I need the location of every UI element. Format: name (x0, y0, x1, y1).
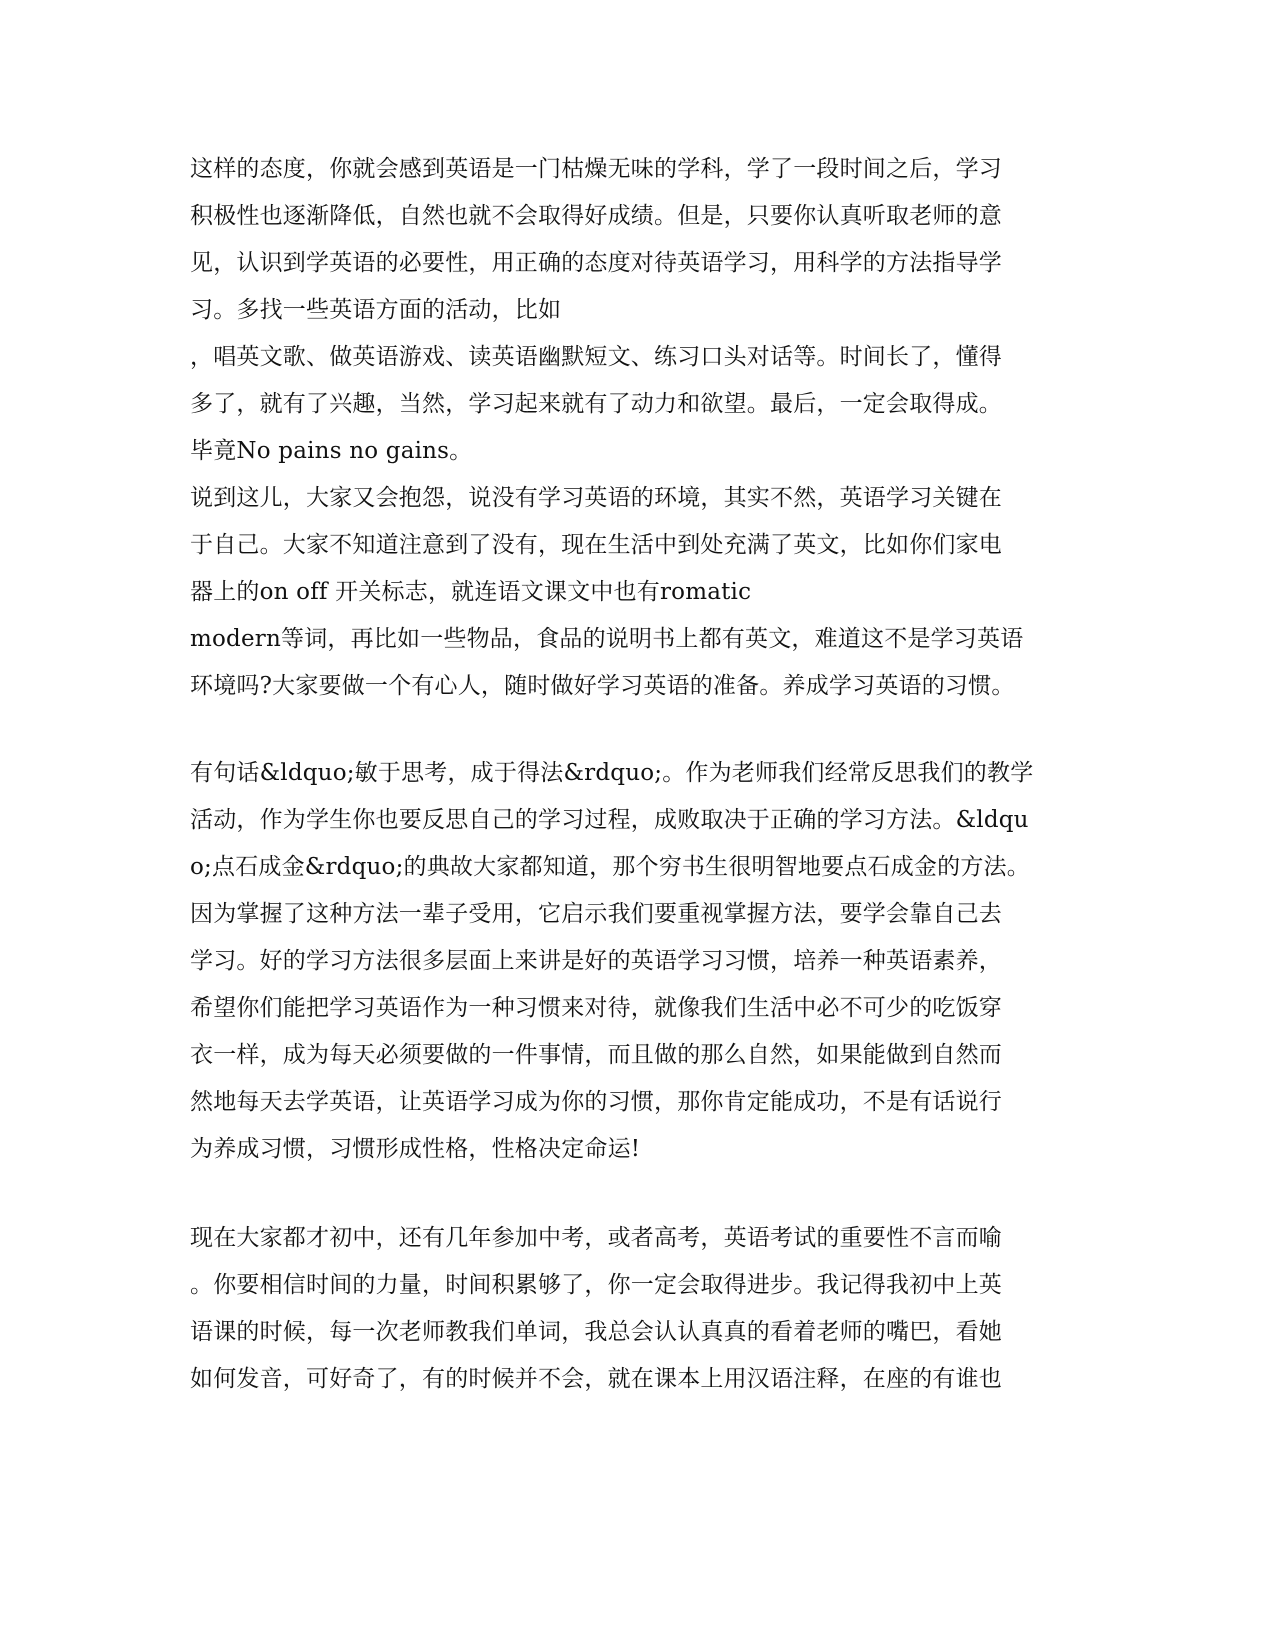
text-line: 希望你们能把学习英语作为一种习惯来对待，就像我们生活中必不可少的吃饭穿 (190, 995, 1002, 1021)
text-line: 习。多找一些英语方面的活动，比如 (190, 297, 562, 323)
text-line: 如何发音，可好奇了，有的时候并不会，就在课本上用汉语注释，在座的有谁也 (190, 1366, 1002, 1392)
text-line: 多了，就有了兴趣，当然，学习起来就有了动力和欲望。最后，一定会取得成。 (190, 391, 1002, 417)
text-line: ，唱英文歌、做英语游戏、读英语幽默短文、练习口头对话等。时间长了，懂得 (190, 344, 1002, 370)
text-line: 衣一样，成为每天必须要做的一件事情，而且做的那么自然，如果能做到自然而 (190, 1042, 1002, 1068)
text-line: 。你要相信时间的力量，时间积累够了，你一定会取得进步。我记得我初中上英 (190, 1272, 1002, 1298)
text-line: 这样的态度，你就会感到英语是一门枯燥无味的学科，学了一段时间之后，学习 (190, 156, 1002, 182)
text-line: 于自己。大家不知道注意到了没有，现在生活中到处充满了英文，比如你们家电 (190, 532, 1002, 558)
text-line: modern等词，再比如一些物品，食品的说明书上都有英文，难道这不是学习英语 (190, 626, 1024, 652)
paragraph-study-attitude (190, 146, 1090, 710)
paragraph-study-method (190, 750, 1090, 1173)
paragraph-time-accumulation (190, 1215, 1090, 1403)
text-line: 为养成习惯，习惯形成性格，性格决定命运! (190, 1136, 641, 1162)
text-line: 说到这儿，大家又会抱怨，说没有学习英语的环境，其实不然，英语学习关键在 (190, 485, 1002, 511)
text-line: 环境吗?大家要做一个有心人，随时做好学习英语的准备。养成学习英语的习惯。 (190, 673, 1015, 699)
text-line: 然地每天去学英语，让英语学习成为你的习惯，那你肯定能成功，不是有话说行 (190, 1089, 1002, 1115)
text-line: 有句话&ldquo;敏于思考，成于得法&rdquo;。作为老师我们经常反思我们的教学 (190, 760, 1034, 786)
text-line: 积极性也逐渐降低，自然也就不会取得好成绩。但是，只要你认真听取老师的意 (190, 203, 1002, 229)
text-line: 器上的on off 开关标志，就连语文课文中也有romatic (190, 579, 752, 605)
text-line: o;点石成金&rdquo;的典故大家都知道，那个穷书生很明智地要点石成金的方法。 (190, 854, 1030, 880)
text-line: 学习。好的学习方法很多层面上来讲是好的英语学习习惯，培养一种英语素养， (190, 948, 1002, 974)
text-line: 毕竟No pains no gains。 (190, 438, 473, 464)
text-line: 因为掌握了这种方法一辈子受用，它启示我们要重视掌握方法，要学会靠自己去 (190, 901, 1002, 927)
text-line: 现在大家都才初中，还有几年参加中考，或者高考，英语考试的重要性不言而喻 (190, 1225, 1002, 1251)
text-line: 语课的时候，每一次老师教我们单词，我总会认认真真的看着老师的嘴巴，看她 (190, 1319, 1002, 1345)
text-line: 见，认识到学英语的必要性，用正确的态度对待英语学习，用科学的方法指导学 (190, 250, 1002, 276)
text-line: 活动，作为学生你也要反思自己的学习过程，成败取决于正确的学习方法。&ldqu (190, 807, 1029, 833)
